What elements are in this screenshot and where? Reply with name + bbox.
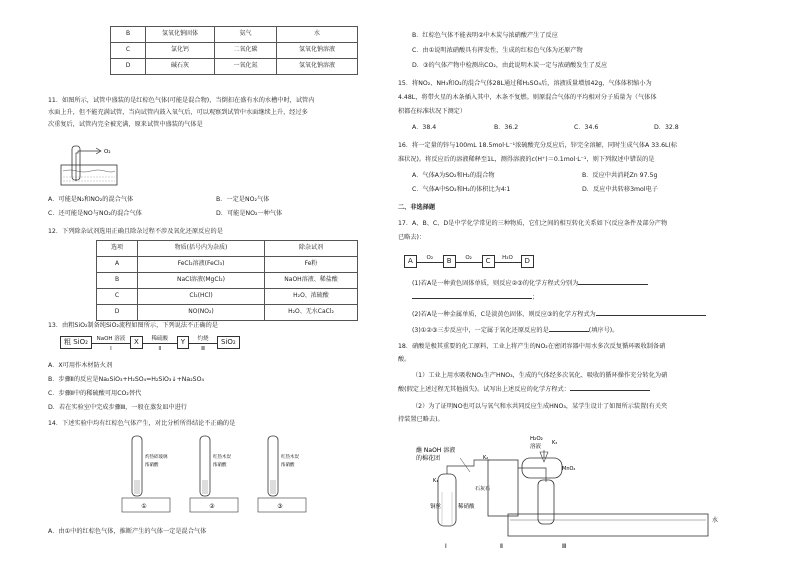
q16-option-a: A．气体A为SO₂和H₂的混合物 <box>412 172 495 179</box>
apparatus-i <box>430 474 475 550</box>
q15-option-b: B．36.2 <box>494 124 519 131</box>
svg-text:浓硝酸: 浓硝酸 <box>213 463 227 468</box>
q11-stem-2: 水面上升，但不能充满试管，当向试管内鼓入氧气后，可以观察到试管中水面继续上升，经过多 <box>48 109 308 116</box>
svg-text:MnO₂: MnO₂ <box>562 466 576 472</box>
flow-box-pure-sio2: SiO₂ <box>217 336 240 349</box>
gas-collector <box>518 468 554 524</box>
svg-text:铜丝: 铜丝 <box>430 504 442 510</box>
table-row: D NO(NO₂) H₂O、无水CaCl₂ <box>97 305 358 321</box>
svg-text:③: ③ <box>277 503 283 510</box>
svg-text:K₃: K₃ <box>552 440 558 446</box>
answer-blank[interactable] <box>549 331 589 332</box>
q15-option-d: D．32.8 <box>654 124 679 131</box>
q18-stem-1: 18．硝酸是极其重要的化工原料，工业上将产生的NO₂在密闭容器中用水多次反复循环吸收制备硝 <box>398 343 666 350</box>
q15-stem-1: 15．将NO₂、NH₃和O₂的混合气体28L通过稀H₂SO₄后，溶液质量增加42g，气体体积缩小为 <box>398 80 652 87</box>
q11-option-c: C．还可能是NO与NO₂的混合气体 <box>48 210 142 217</box>
q13-option-d: D．若在实验室中完成步骤Ⅲ，一般在蒸发皿中进行 <box>48 404 187 411</box>
oxygen-pipe <box>76 151 100 181</box>
svg-text:②: ② <box>209 503 215 510</box>
answer-blank[interactable] <box>570 390 650 391</box>
table-row: B 氢氧化钠固体 氨气 水 <box>111 27 358 43</box>
svg-text:①: ① <box>141 503 147 510</box>
q15-stem-2: 4.48L，将带火星的木条插入其中，木条不复燃。则原混合气体的平均相对分子质量为（气体体 <box>398 94 657 101</box>
svg-text:Ⅰ: Ⅰ <box>445 543 447 550</box>
table-row: D 碱石灰 一氧化氮 氢氧化钠溶液 <box>111 59 358 75</box>
q12-stem: 12．下列除杂试剂选用正确且除杂过程不涉及氧化还原反应的是 <box>48 228 223 235</box>
naoh-label-1: 蘸 NaOH 溶液 <box>416 447 456 454</box>
flow-arrow-1: NaOH 溶液 Ⅰ <box>92 341 130 344</box>
q17-stem-1: 17．A、B、C、D是中学化学常见的三种物质，它们之间的相互转化关系如下(反应条件及部分产物 <box>398 220 668 227</box>
q15-option-a: A．38.4 <box>412 124 437 131</box>
water-trough <box>508 514 718 536</box>
q16-option-c: C．气体A中SO₂和H₂的体积比为4∶1 <box>412 186 511 193</box>
q15-option-c: C．34.6 <box>574 124 599 131</box>
tube-1 <box>122 436 170 512</box>
q14-option-b: B．红棕色气体不能表明②中木炭与浓硝酸产生了反应 <box>412 32 558 39</box>
q14-option-d: D．③的气体产物中检测出CO₂，由此说明木炭一定与浓硝酸发生了反应 <box>412 62 608 69</box>
flow-box-crude-sio2: 粗 SiO₂ <box>60 336 92 349</box>
svg-text:溶液: 溶液 <box>530 444 542 450</box>
svg-text:稀硝酸: 稀硝酸 <box>458 504 475 510</box>
q16-stem-2: 准状况)。将反应后的溶液稀释至1L，测得溶液的c(H⁺)＝0.1mol·L⁻¹，则下列叙述中错误的是 <box>398 156 655 163</box>
q11-stem-3: 次重复后，试管内完全被充满，原来试管中盛装的气体是 <box>48 121 203 128</box>
table-header-row: 选项 物质(括号内为杂质) 除杂试剂 <box>97 241 358 257</box>
q18-apparatus <box>412 432 742 556</box>
q16-stem-1: 16．将一定量的锌与100mL 18.5mol·L⁻¹浓硫酸充分反应后，锌完全溶解，同时生成气体A 33.6L(标 <box>398 142 678 149</box>
q13-option-c: C．步骤Ⅱ中的稀硫酸可用CO₂替代 <box>48 390 142 397</box>
q17-part-1b: ； <box>412 294 538 302</box>
svg-text:浓硝酸: 浓硝酸 <box>281 463 295 468</box>
svg-text:K₂: K₂ <box>483 455 489 461</box>
q14-figure <box>118 432 318 520</box>
section-heading: 二、非选择题 <box>398 204 436 211</box>
table-row: C 氯化钙 二氧化碳 氢氧化钠溶液 <box>111 43 358 59</box>
flow-box-a: A <box>404 255 417 268</box>
q18-part-1b: 酸(假定上述过程无其他损失)。试写出上述反应的化学方程式： <box>398 386 650 394</box>
svg-text:H₂O₂: H₂O₂ <box>530 436 543 442</box>
flow-arrow-3: H₂O <box>495 260 521 263</box>
table-row: B NaCl溶液(MgCl₂) NaOH溶液、稀盐酸 <box>97 273 358 289</box>
flow-box-d: D <box>521 255 534 268</box>
q12-table <box>96 240 358 321</box>
q11-option-d: D．可能是NO₂一种气体 <box>216 210 283 217</box>
oxygen-label: O₂ <box>104 149 111 155</box>
svg-text:浓硝酸: 浓硝酸 <box>145 463 159 468</box>
flow-box-b: B <box>443 255 456 268</box>
q13-flow <box>60 336 240 352</box>
q18-part-2b: 持装置已略去)。 <box>398 416 444 423</box>
svg-text:灼热碎玻璃: 灼热碎玻璃 <box>145 455 168 460</box>
table-row: C Cl₂(HCl) H₂O、浓硫酸 <box>97 289 358 305</box>
svg-text:水: 水 <box>712 517 719 524</box>
q13-option-a: A．X可用作木材防火剂 <box>48 362 113 369</box>
answer-blank[interactable] <box>412 298 532 299</box>
flow-arrow-2: 稀硫酸 Ⅱ <box>143 341 177 344</box>
svg-text:K₁: K₁ <box>433 478 439 484</box>
svg-text:Ⅲ: Ⅲ <box>562 543 567 550</box>
flow-arrow-1: O₂ <box>417 260 443 263</box>
answer-blank[interactable] <box>578 284 648 285</box>
q18-stem-2: 酸。 <box>398 356 411 363</box>
answer-blank[interactable] <box>596 315 706 316</box>
q17-flow <box>404 255 534 268</box>
q17-part-2: (2)若A是一种金属单质，C是淡黄色固体，则反应③的化学方程式为 <box>412 311 706 319</box>
tube-2 <box>190 436 238 512</box>
q16-option-b: B．反应中共消耗Zn 97.5g <box>582 172 658 179</box>
q11-stem-1: 11．如图所示，试管中盛装的是红棕色气体(可能是混合物)，当倒扣在盛有水的水槽中时，试管内 <box>48 97 315 104</box>
flow-box-c: C <box>482 255 495 268</box>
flow-box-y: Y <box>177 336 189 349</box>
water-trough <box>61 165 117 185</box>
q13-option-b: B．步骤Ⅱ的反应是Na₂SiO₃+H₂SO₄=H₂SiO₃↓+Na₂SO₄ <box>48 376 204 383</box>
q17-part-3: (3)①②③三步反应中，一定属于氧化还原反应的是 (填序号)。 <box>412 327 619 334</box>
naoh-label-2: 的棉花团 <box>416 455 441 462</box>
q16-option-d: D．反应中共转移3mol电子 <box>582 186 658 193</box>
svg-text:Ⅱ: Ⅱ <box>500 543 503 550</box>
q17-stem-2: 已略去)： <box>398 234 426 241</box>
flow-box-x: X <box>130 336 143 349</box>
q18-part-2a: （2）为了证明NO也可以与氧气和水共同反应生成HNO₃，某学生设计了如图所示装置(有关夹 <box>412 403 668 410</box>
q15-stem-3: 积都在标准状况下测定） <box>398 108 467 115</box>
q13-stem: 13．由粗SiO₂制备纯SiO₂流程如图所示，下列说法不正确的是 <box>48 322 218 329</box>
flow-arrow-3: 灼烧 Ⅲ <box>189 341 217 344</box>
q11-option-a: A．可能是N₂和NO₂的混合气体 <box>48 196 134 203</box>
q11-option-b: B．一定是NO₂气体 <box>216 196 270 203</box>
svg-text:红热木炭: 红热木炭 <box>213 455 231 460</box>
top-table <box>110 26 358 75</box>
svg-text:石灰石: 石灰石 <box>475 486 491 492</box>
svg-text:红热木炭: 红热木炭 <box>281 455 299 460</box>
q14-stem: 14．下述实验中均有红棕色气体产生，对比分析所得结论不正确的是 <box>48 420 236 427</box>
tube-3 <box>258 436 306 512</box>
q17-part-1: (1)若A是一种黄色固体单质，则反应②③的化学方程式分别为 <box>412 280 648 288</box>
apparatus-iii <box>522 436 575 550</box>
q14-option-a: A．由①中的红棕色气体，推断产生的气体一定是混合气体 <box>48 528 207 535</box>
q11-figure <box>60 143 122 187</box>
flow-arrow-2: O₂ <box>456 260 482 263</box>
table-row: A FeCl₂溶液(FeCl₃) Fe粉 <box>97 257 358 273</box>
q18-part-1a: （1）工业上用水吸收NO₂生产HNO₃，生成的气体经多次氧化、吸收的循环操作充分转化为硝 <box>412 372 668 379</box>
q14-option-c: C．由①说明浓硝酸具有挥发性，生成的红棕色气体为还原产物 <box>412 47 583 54</box>
